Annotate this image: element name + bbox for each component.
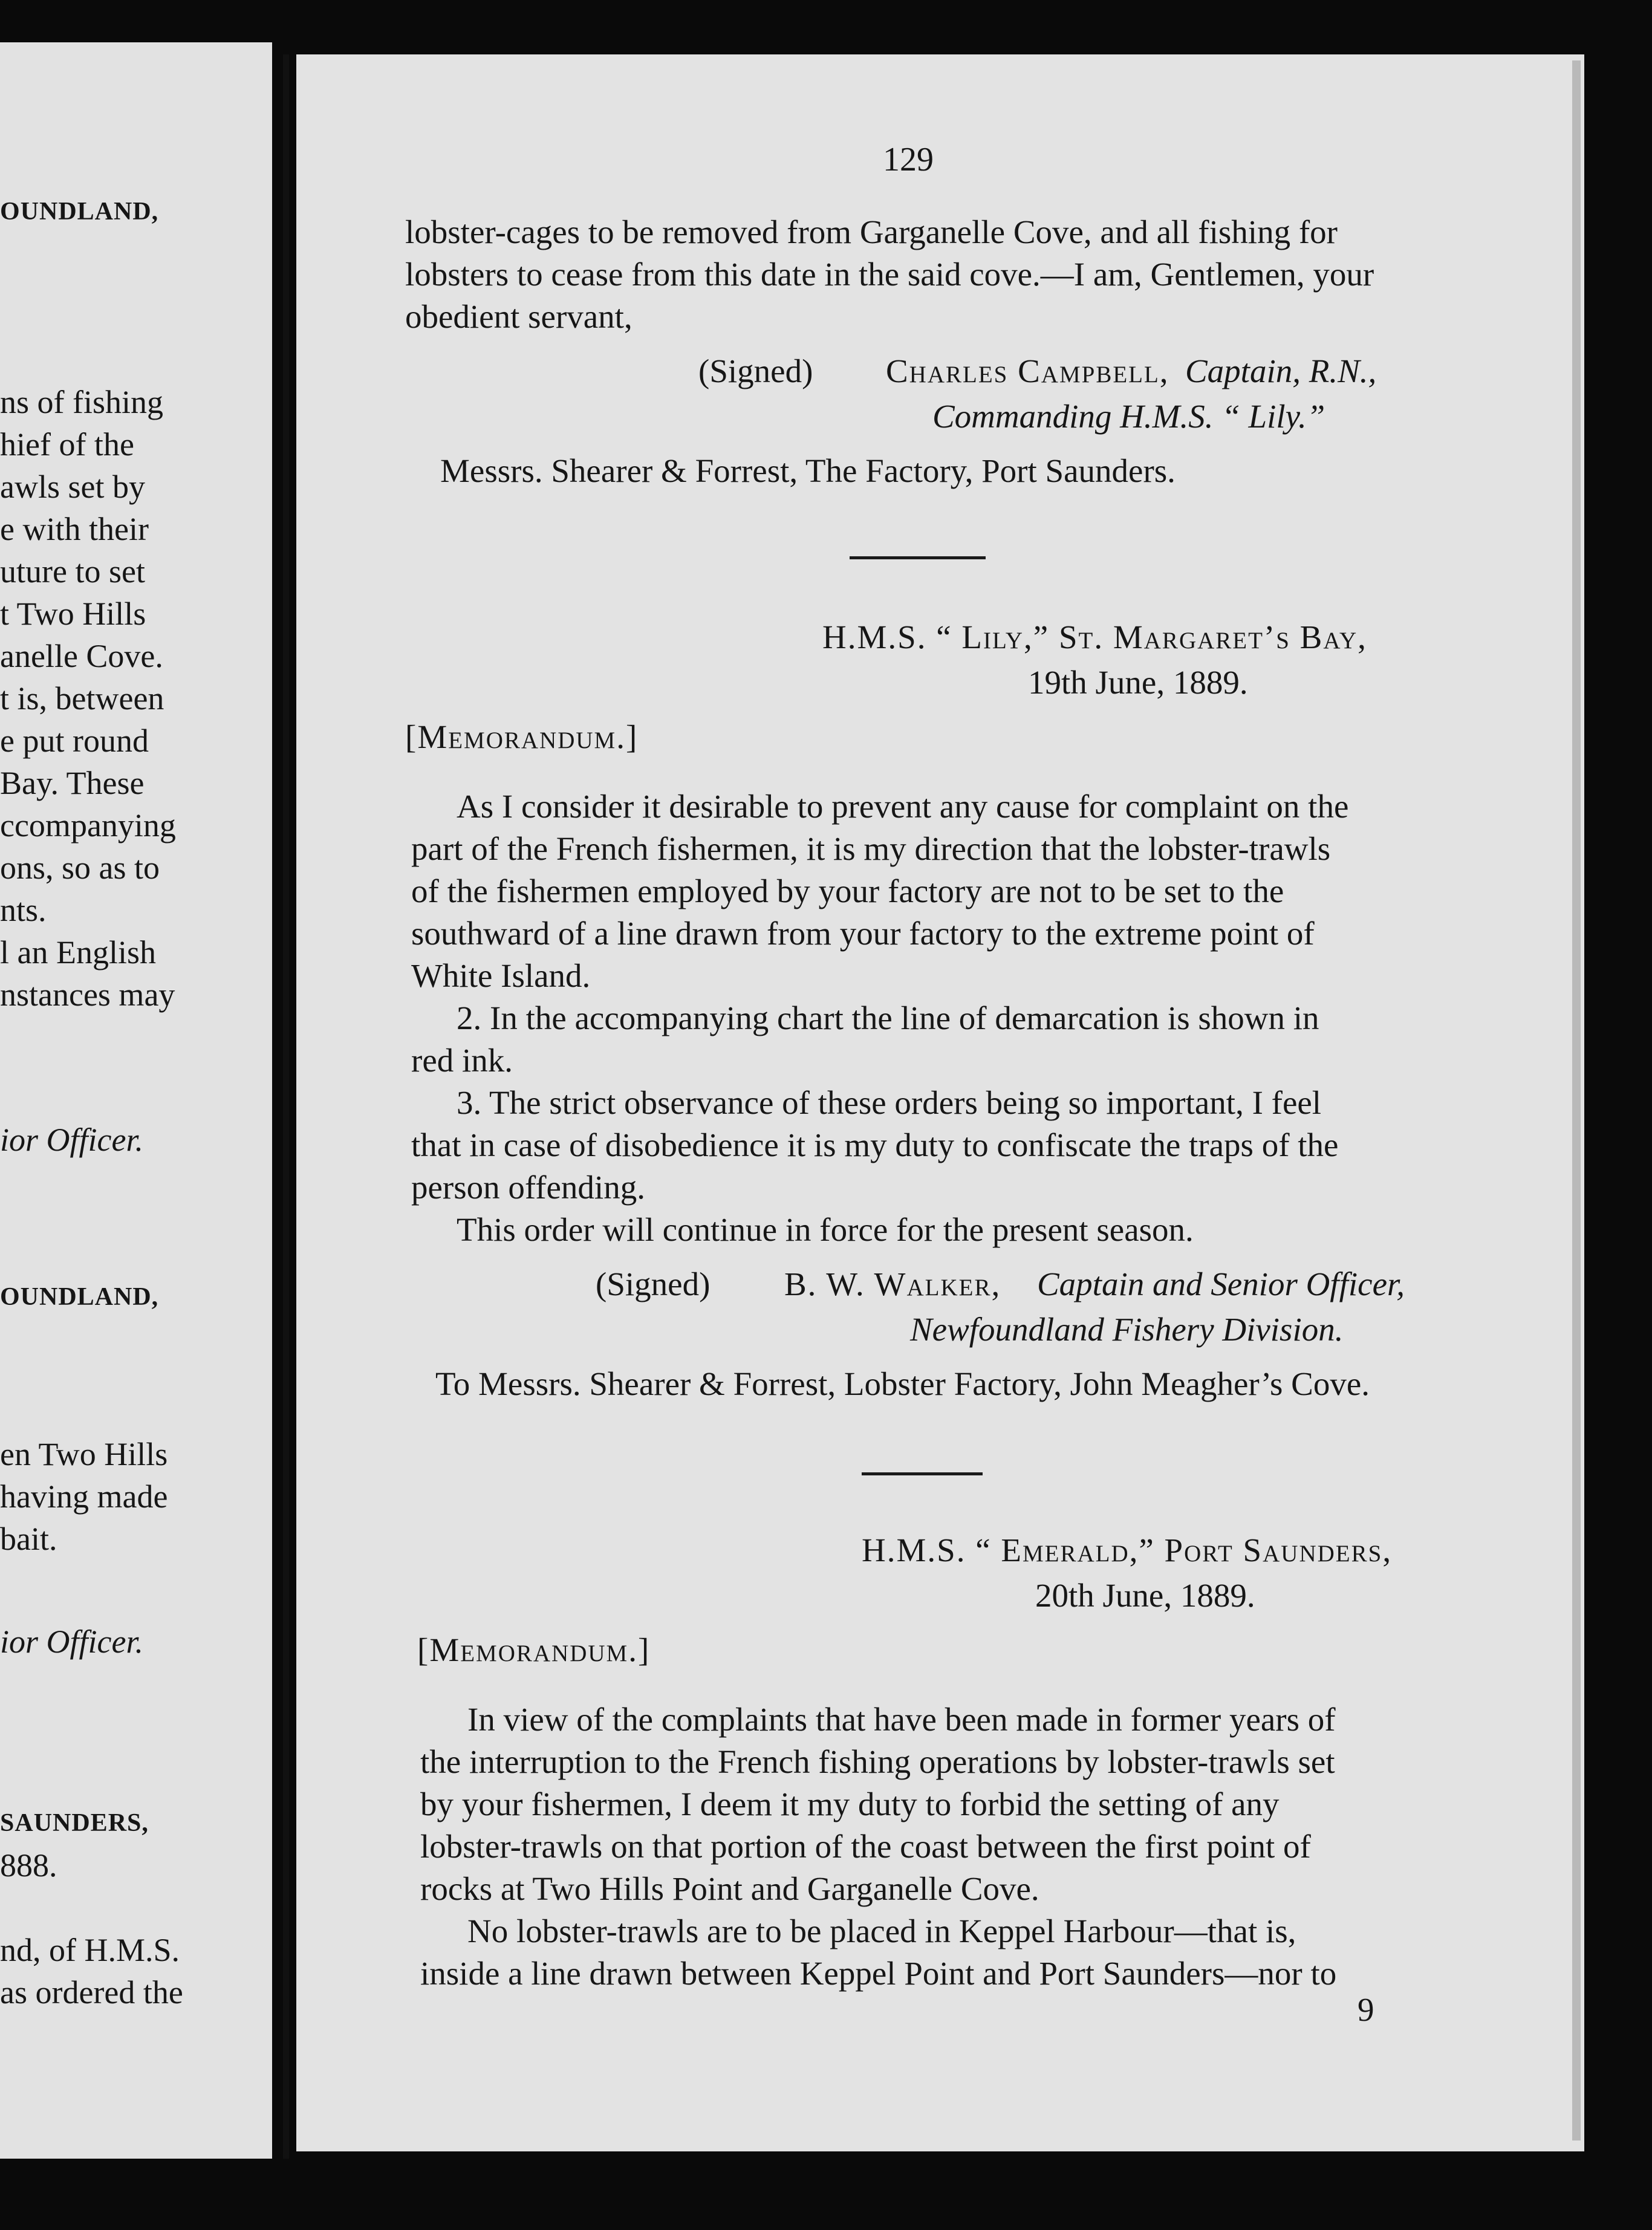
left-line: ns of fishing — [0, 384, 163, 420]
section-divider — [850, 556, 986, 559]
address-line: Messrs. Shearer & Forrest, The Factory, Port Saunders. — [440, 452, 1176, 489]
left-line: awls set by — [0, 469, 145, 505]
text-line: that in case of disobedience it is my duty to confiscate the traps of the — [411, 1126, 1339, 1163]
left-line: e with their — [0, 511, 149, 547]
memo-ship-line: H.M.S. “ Lily,” St. Margaret’s Bay, — [822, 619, 1367, 655]
text-line: rocks at Two Hills Point and Garganelle Cove. — [420, 1870, 1039, 1907]
left-line: t Two Hills — [0, 596, 146, 632]
text-line: red ink. — [411, 1042, 513, 1079]
text-line: lobster-trawls on that portion of the coast between the first point of — [420, 1828, 1311, 1865]
text-line: No lobster-trawls are to be placed in Keppel Harbour—that is, — [467, 1913, 1296, 1949]
signed-label: (Signed) — [596, 1266, 711, 1302]
text-line: by your fishermen, I deem it my duty to forbid the setting of any — [420, 1786, 1280, 1822]
left-line: Bay. These — [0, 765, 145, 801]
memo-heading: [Memorandum.] — [417, 1631, 651, 1668]
text-line: White Island. — [411, 957, 591, 994]
left-line: as ordered the — [0, 1974, 183, 2011]
text-line: southward of a line drawn from your factory to the extreme point of — [411, 915, 1315, 952]
left-line: anelle Cove. — [0, 638, 163, 674]
text-line: lobsters to cease from this date in the said cove.—I am, Gentlemen, your — [405, 256, 1374, 293]
left-line: ior Officer. — [0, 1624, 143, 1660]
text-line: the interruption to the French fishing operations by lobster-trawls set — [420, 1743, 1335, 1780]
page-number: 129 — [883, 141, 934, 178]
left-line: en Two Hills — [0, 1436, 168, 1472]
left-line: SAUNDERS, — [0, 1809, 149, 1837]
left-line: 888. — [0, 1847, 57, 1884]
text-line: obedient servant, — [405, 298, 633, 335]
book-gutter — [283, 54, 289, 2159]
section-divider — [862, 1472, 983, 1475]
left-line: t is, between — [0, 680, 164, 717]
right-page — [296, 54, 1584, 2151]
left-line: l an English — [0, 934, 156, 970]
text-line: 2. In the accompanying chart the line of demarcation is shown in — [457, 1000, 1319, 1036]
left-line: hief of the — [0, 426, 134, 463]
text-line: part of the French fishermen, it is my direction that the lobster-trawls — [411, 830, 1331, 867]
signature-mark: 9 — [1358, 1991, 1374, 2028]
text-line: 3. The strict observance of these orders being so important, I feel — [457, 1084, 1322, 1121]
left-line: nd, of H.M.S. — [0, 1932, 180, 1968]
signatory-name: Charles Campbell, — [886, 353, 1169, 389]
left-line: OUNDLAND, — [0, 1283, 159, 1311]
signatory-title: Captain and Senior Officer, — [1037, 1266, 1405, 1302]
memo-date: 20th June, 1889. — [1035, 1577, 1255, 1614]
left-line: ons, so as to — [0, 850, 160, 886]
signatory-command: Commanding H.M.S. “ Lily.” — [932, 398, 1325, 435]
memo-date: 19th June, 1889. — [1028, 664, 1248, 701]
signatory-name: B. W. Walker, — [784, 1266, 1001, 1302]
left-line: uture to set — [0, 553, 145, 590]
text-line: person offending. — [411, 1169, 645, 1206]
left-line: OUNDLAND, — [0, 198, 159, 226]
left-line: e put round — [0, 723, 149, 759]
left-line: bait. — [0, 1521, 57, 1557]
text-line: This order will continue in force for the present season. — [457, 1211, 1194, 1248]
signatory-division: Newfoundland Fishery Division. — [910, 1311, 1344, 1348]
address-line: To Messrs. Shearer & Forrest, Lobster Factory, John Meagher’s Cove. — [435, 1365, 1370, 1402]
left-line: nts. — [0, 892, 47, 928]
text-line: of the fishermen employed by your factory are not to be set to the — [411, 873, 1284, 909]
left-line: nstances may — [0, 977, 175, 1013]
text-line: lobster-cages to be removed from Garganelle Cove, and all fishing for — [405, 213, 1338, 250]
text-line: inside a line drawn between Keppel Point and Port Saunders—nor to — [420, 1955, 1337, 1992]
left-line: ior Officer. — [0, 1122, 143, 1158]
text-line: In view of the complaints that have been made in former years of — [467, 1701, 1336, 1738]
left-line: ccompanying — [0, 807, 176, 844]
signatory-title: Captain, R.N., — [1185, 353, 1377, 389]
page-edge-shadow — [1572, 60, 1581, 2141]
left-page-fragment — [0, 42, 272, 2159]
memo-ship-line: H.M.S. “ Emerald,” Port Saunders, — [862, 1532, 1393, 1568]
left-line: having made — [0, 1478, 168, 1515]
memo-heading: [Memorandum.] — [405, 718, 639, 755]
signed-label: (Signed) — [698, 353, 813, 389]
text-line: As I consider it desirable to prevent any cause for complaint on the — [457, 788, 1349, 825]
